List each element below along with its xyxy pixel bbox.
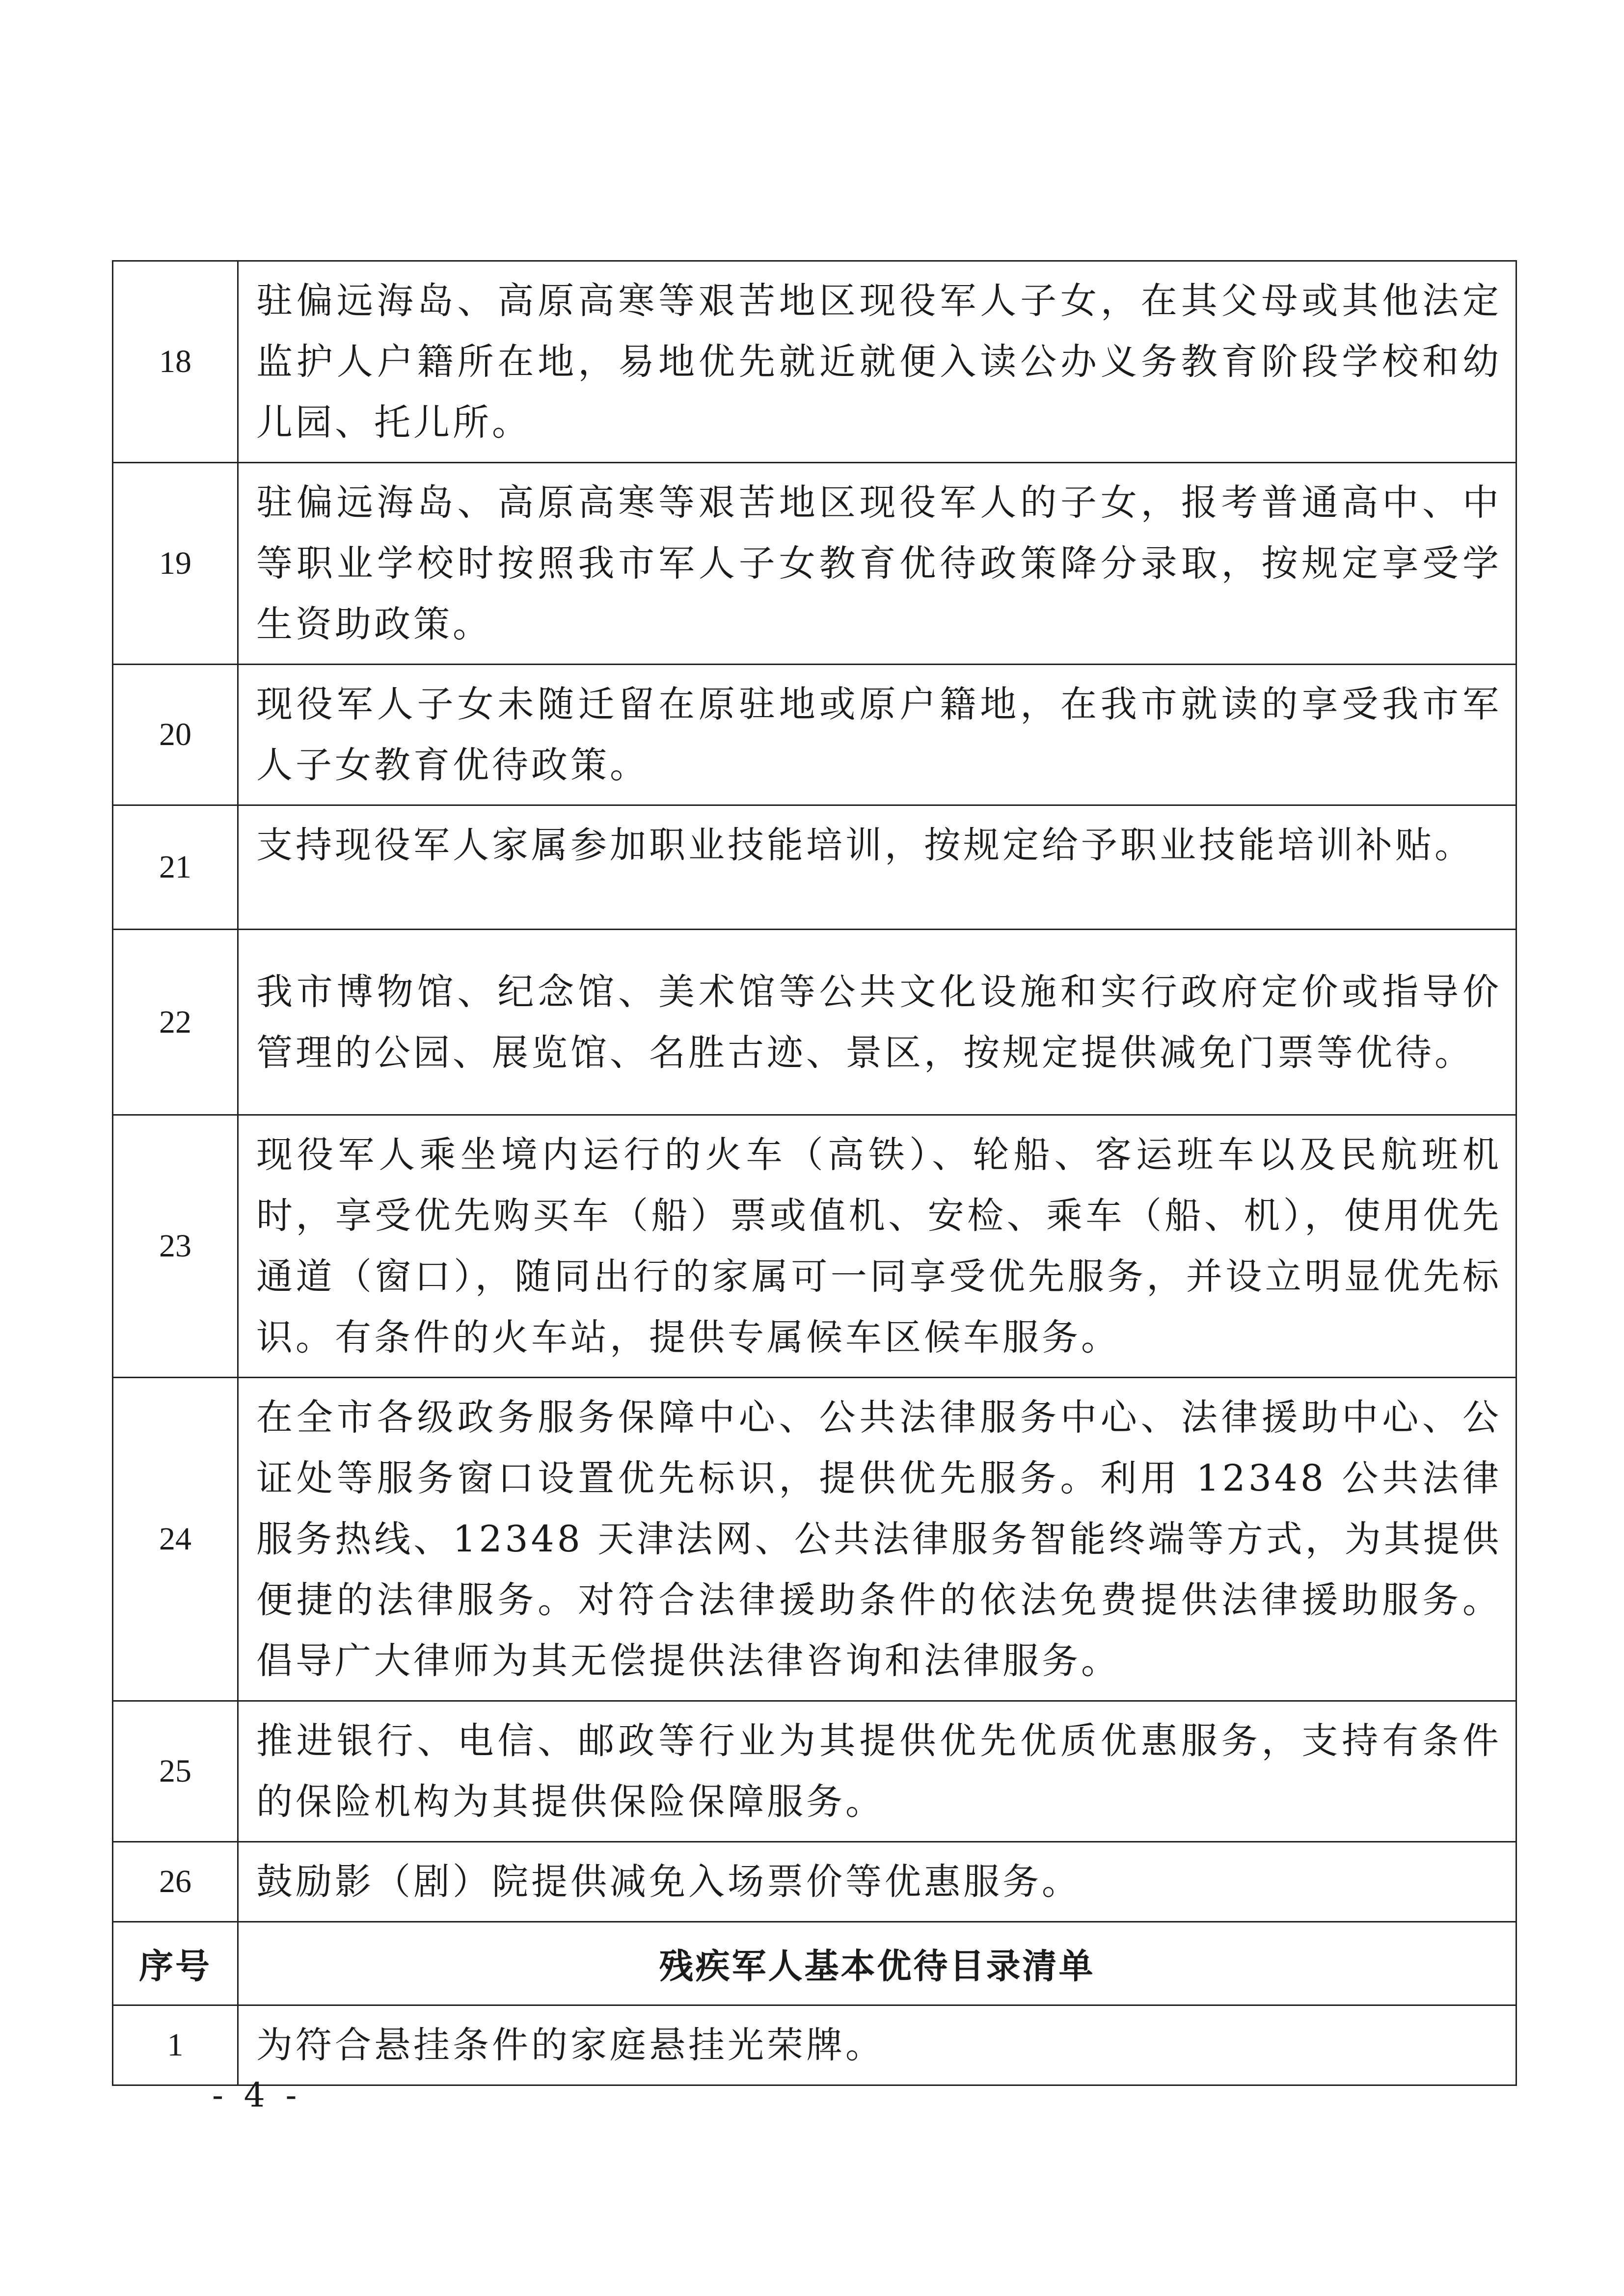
policy-table (112, 260, 1517, 2086)
row-number: 25 (113, 1701, 238, 1842)
table-row (113, 1842, 1516, 1922)
row-number: 23 (113, 1115, 238, 1378)
page-number: - 4 - (212, 2076, 302, 2115)
row-text: 驻偏远海岛、高原高寒等艰苦地区现役军人子女，在其父母或其他法定监护人户籍所在地，易地优先就近就便入读公办义务教育阶段学校和幼儿园、托儿所。 (238, 261, 1516, 463)
row-text: 驻偏远海岛、高原高寒等艰苦地区现役军人的子女，报考普通高中、中等职业学校时按照我市军人子女教育优待政策降分录取，按规定享受学生资助政策。 (238, 463, 1516, 665)
row-text: 在全市各级政务服务保障中心、公共法律服务中心、法律援助中心、公证处等服务窗口设置优先标识，提供优先服务。利用 12348 公共法律服务热线、12348 天津法网、公共法律服务智能终端等方式，为其提供便捷的法律服务。对符合法律援助条件的依法免费提供法律援助服务。倡导广大律师为其无偿提供法律咨询和法律服务。 (238, 1378, 1516, 1701)
table-row (113, 805, 1516, 930)
row-number: 21 (113, 805, 238, 930)
row-text: 鼓励影（剧）院提供减免入场票价等优惠服务。 (238, 1842, 1516, 1922)
row-number: 20 (113, 665, 238, 805)
table-row (113, 1701, 1516, 1842)
table-row (113, 2005, 1516, 2085)
table-row (113, 665, 1516, 805)
row-text: 我市博物馆、纪念馆、美术馆等公共文化设施和实行政府定价或指导价管理的公园、展览馆、名胜古迹、景区，按规定提供减免门票等优待。 (238, 930, 1516, 1115)
table-row (113, 930, 1516, 1115)
row-number: 1 (113, 2005, 238, 2085)
table-row (113, 1115, 1516, 1378)
section-header-title: 残疾军人基本优待目录清单 (238, 1922, 1516, 2005)
table-row (113, 463, 1516, 665)
row-text: 现役军人子女未随迁留在原驻地或原户籍地，在我市就读的享受我市军人子女教育优待政策。 (238, 665, 1516, 805)
row-number: 22 (113, 930, 238, 1115)
row-number: 19 (113, 463, 238, 665)
table-row (113, 1378, 1516, 1701)
row-text: 为符合悬挂条件的家庭悬挂光荣牌。 (238, 2005, 1516, 2085)
row-text: 支持现役军人家属参加职业技能培训，按规定给予职业技能培训补贴。 (238, 805, 1516, 930)
row-number: 18 (113, 261, 238, 463)
row-number: 24 (113, 1378, 238, 1701)
row-text: 现役军人乘坐境内运行的火车（高铁）、轮船、客运班车以及民航班机时，享受优先购买车（船）票或值机、安检、乘车（船、机），使用优先通道（窗口），随同出行的家属可一同享受优先服务，并设立明显优先标识。有条件的火车站，提供专属候车区候车服务。 (238, 1115, 1516, 1378)
row-number: 26 (113, 1842, 238, 1922)
row-text: 推进银行、电信、邮政等行业为其提供优先优质优惠服务，支持有条件的保险机构为其提供保险保障服务。 (238, 1701, 1516, 1842)
section-header-row (113, 1922, 1516, 2005)
table-row (113, 261, 1516, 463)
section-header-num-label: 序号 (113, 1922, 238, 2005)
